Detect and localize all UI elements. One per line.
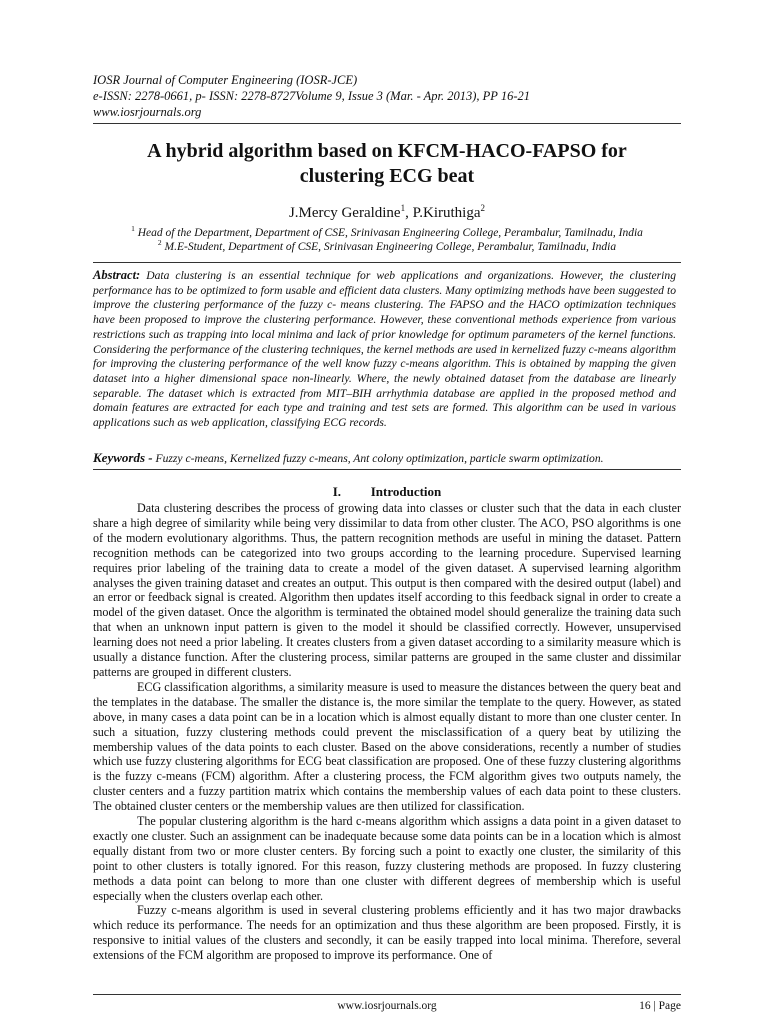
section-title: Introduction <box>370 484 442 499</box>
author-1-affil-mark: 1 <box>400 203 406 213</box>
footer-url: www.iosrjournals.org <box>337 1000 437 1012</box>
affiliation-1-text: Head of the Department, Department of CSE, Srinivasan Engineering College, Perambalur, Tamilnadu, India <box>134 226 643 239</box>
section-heading <box>93 484 681 500</box>
title-line-1: A hybrid algorithm based on KFCM-HACO-FAPSO for <box>147 140 627 162</box>
journal-name: IOSR Journal of Computer Engineering (IOSR-JCE) <box>93 73 358 87</box>
keywords <box>93 450 681 466</box>
affiliation-2-text: M.E-Student, Department of CSE, Srinivasan Engineering College, Perambalur, Tamilnadu, India <box>161 240 617 253</box>
section-number: I. <box>332 484 342 499</box>
header-divider <box>93 123 681 124</box>
author-separator: , <box>405 205 413 221</box>
abstract <box>93 268 676 431</box>
paragraph: Fuzzy c-means algorithm is used in several clustering problems efficiently and it has two major drawbacks which reduce its performance. The needs for an optimization and thus these algorithm are been proposed. Firstly, it is responsive to initial values of the clusters and secondly, it can be easily trapped into local minima. Therefore, several extensions of the FCM algorithm are proposed to improve its performance. One of <box>93 903 681 963</box>
author-2-affil-mark: 2 <box>480 203 486 213</box>
title-line-2: clustering ECG beat <box>299 165 475 187</box>
paper-title <box>93 139 681 189</box>
affiliation-2 <box>93 236 681 254</box>
keywords-text: Fuzzy c-means, Kernelized fuzzy c-means, Ant colony optimization, particle swarm optimization. <box>152 452 604 465</box>
abstract-label: Abstract: <box>93 268 141 282</box>
paragraph: Data clustering describes the process of growing data into classes or cluster such that the data in each cluster share a high degree of similarity while being very dissimilar to data from other cluster. The ACO, PSO algorithms is one of the modern evolutionary algorithms. Thus, the pattern recognition methods are useful in mining the dataset. Pattern recognition methods can be categorized into two groups according to the learning procedure. Supervised learning requires prior labeling of the training data to create a model of the given dataset. A supervised learning algorithm analyses the given training dataset and creates an output. This output is then compared with the desired output (label) and an error or feedback signal is created. Algorithm then updates itself according to this feedback signal in order to create a model of the given dataset. Once the algorithm is terminated the obtained model should generalize the training data such that when an unknown input pattern is given to the model it should be classified correctly. However, unsupervised learning does not need a prior labeling. It creates clusters from a given dataset according to a similarity measure which is usually a distance function. After the clustering process, similar patterns are grouped in the same cluster and dissimilar patterns are grouped in different clusters. <box>93 501 681 679</box>
paragraph: ECG classification algorithms, a similarity measure is used to measure the distances between the query beat and the templates in the database. The smaller the distance is, the more similar the template to the query. However, as stated above, in many cases a data point can be in a location which is almost equally distant to more than one cluster center. In such a situation, fuzzy clustering methods could prevent the misclassification of a query beat by utilizing the membership values of the data points to each cluster. Based on the above considerations, recently a number of studies which use fuzzy clustering algorithms for ECG beat classification are proposed. One of these fuzzy clustering algorithms is the fuzzy c-means (FCM) algorithm. After a clustering process, the FCM algorithm gives two outputs namely, the cluster centers and a fuzzy partition matrix which contains the membership values of each data point to these clusters. The obtained cluster centers or the membership values are then utilized for classification. <box>93 679 681 814</box>
journal-website: www.iosrjournals.org <box>93 105 202 119</box>
body-text <box>93 501 681 963</box>
journal-issn: e-ISSN: 2278-0661, p- ISSN: 2278-8727Volume 9, Issue 3 (Mar. - Apr. 2013), PP 16-21 <box>93 89 530 103</box>
author-list <box>93 199 681 222</box>
author-1: J.Mercy Geraldine <box>288 205 401 221</box>
abstract-bottom-rule <box>93 469 681 470</box>
page-number: 16 | Page <box>639 1000 681 1012</box>
abstract-top-rule <box>93 262 681 263</box>
page-footer <box>93 997 681 1015</box>
paragraph: The popular clustering algorithm is the hard c-means algorithm which assigns a data point in a given dataset to exactly one cluster. Such an assignment can be inadequate because some data points can be in a location which is almost equally distant from two or more cluster centers. By forcing such a point to exactly one cluster, the similarity of this point to other clusters is totally ignored. For this reason, fuzzy clustering methods are proposed. In fuzzy clustering methods a data point can belong to more than one cluster with different degrees of membership which is useful especially when the clusters overlap each other. <box>93 814 681 903</box>
journal-header <box>93 72 683 120</box>
keywords-label: Keywords - <box>93 450 153 465</box>
footer-divider <box>93 994 681 995</box>
affiliation-1-mark: 1 <box>131 224 135 233</box>
abstract-text: Data clustering is an essential technique for web applications and organizations. However, the clustering performance has to be optimized to form usable and efficient data clusters. Many optimizing methods have been suggested to improve the clustering performance of the fuzzy c- means clustering. The FAPSO and the HACO optimization techniques have been proposed to improve the clustering performance. However, these conventional methods experience from various restrictions such as trapping into local minima and lack of prior knowledge for optimum parameters of the kernel functions. Considering the performance of the clustering techniques, the kernel methods are used in kernelized fuzzy c-means algorithm for improving the clustering performance of the well know fuzzy c-means algorithm. This is obtained by mapping the given dataset into a higher dimensional space non-linearly. Where, the newly obtained dataset from the database are linearly separable. The dataset which is extracted from MIT–BIH arrhythmia database are applied in the proposed method and domain features are extracted for each type and training and test sets are formed. This algorithm can be used in various applications such as web application, classifying ECG records. <box>93 269 676 430</box>
author-2: P.Kiruthiga <box>412 205 481 221</box>
affiliation-2-mark: 2 <box>157 238 162 247</box>
